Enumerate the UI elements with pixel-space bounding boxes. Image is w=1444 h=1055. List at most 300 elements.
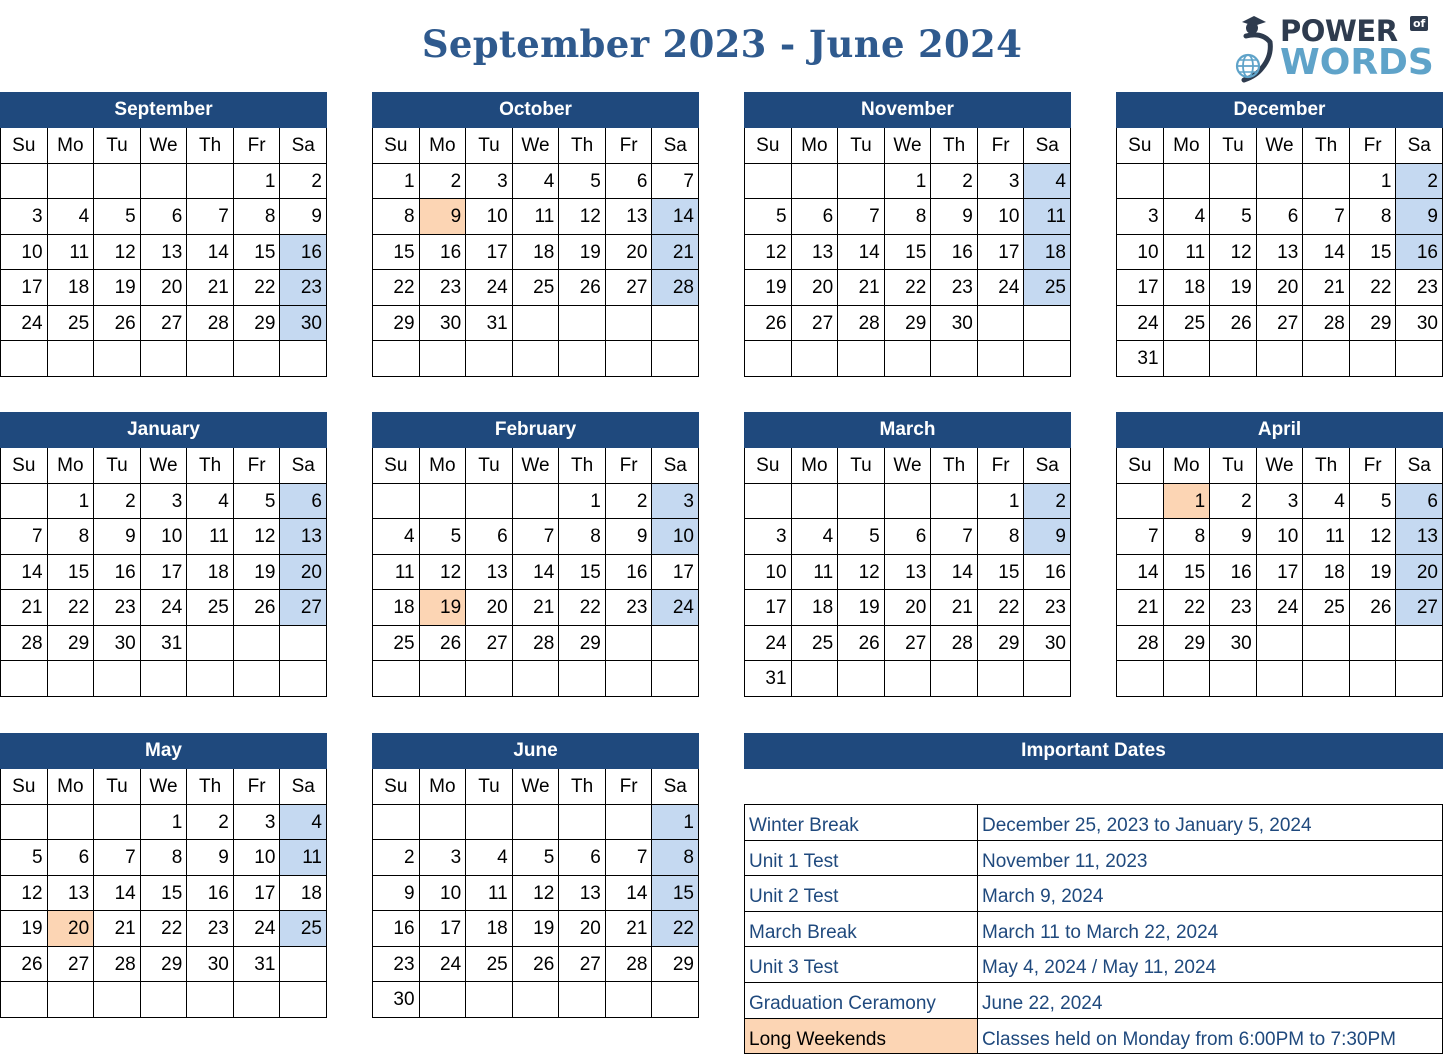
month-june [372,733,699,1018]
day-cell: 14 [94,876,141,912]
day-cell: 1 [559,484,606,520]
day-cell: 9 [1210,519,1257,555]
day-cell: 29 [885,306,932,342]
weekday-label: We [513,769,560,805]
day-cell: 19 [1350,555,1397,591]
weekday-label: Sa [652,769,699,805]
day-cell: 1 [141,805,188,841]
day-cell: 29 [1350,306,1397,342]
day-cell: 2 [420,164,467,200]
weekday-label: We [885,128,932,164]
empty-cell [1396,341,1443,377]
empty-cell [885,661,932,697]
day-cell: 13 [885,555,932,591]
day-cell: 18 [1303,555,1350,591]
weekday-label: Mo [1164,128,1211,164]
day-cell: 21 [1303,270,1350,306]
day-cell: 6 [1257,199,1304,235]
weekday-label: Tu [838,128,885,164]
empty-cell [1117,164,1164,200]
empty-cell [420,982,467,1018]
weekday-label: Su [745,128,792,164]
day-cell: 13 [1396,519,1443,555]
day-cell: 5 [559,164,606,200]
empty-cell [94,982,141,1018]
day-cell: 3 [1257,484,1304,520]
day-cell: 4 [373,519,420,555]
empty-cell [1024,661,1071,697]
day-cell: 30 [187,947,234,983]
day-cell: 28 [513,626,560,662]
day-cell: 2 [1210,484,1257,520]
day-cell: 30 [280,306,327,342]
empty-cell [48,805,95,841]
day-cell: 28 [1303,306,1350,342]
important-date-row [745,841,1443,877]
day-cell: 2 [94,484,141,520]
day-cell: 26 [838,626,885,662]
weekday-label: Th [187,448,234,484]
event-label: Unit 3 Test [745,947,978,983]
day-cell: 27 [466,626,513,662]
day-cell: 16 [931,235,978,271]
empty-cell [1210,661,1257,697]
important-date-row [745,947,1443,983]
weekday-label: Su [1,769,48,805]
day-cell: 22 [652,911,699,947]
empty-cell [280,661,327,697]
day-cell: 26 [513,947,560,983]
empty-cell [420,661,467,697]
day-cell: 17 [420,911,467,947]
day-cell: 4 [466,840,513,876]
month-header: April [1116,412,1443,448]
empty-cell [1,164,48,200]
day-cell: 17 [745,590,792,626]
day-cell: 28 [838,306,885,342]
day-cell: 11 [1024,199,1071,235]
day-cell: 6 [466,519,513,555]
weekday-label: Su [373,448,420,484]
weekday-label: Tu [94,769,141,805]
weekday-label: Sa [280,769,327,805]
day-cell: 9 [1396,199,1443,235]
day-cell: 8 [652,840,699,876]
month-may [0,733,327,1018]
weekday-label: Fr [234,128,281,164]
weekday-label: Fr [234,448,281,484]
day-cell: 24 [1257,590,1304,626]
empty-cell [559,982,606,1018]
day-cell: 23 [420,270,467,306]
day-cell: 21 [187,270,234,306]
empty-cell [559,306,606,342]
day-cell: 15 [373,235,420,271]
important-date-row [745,876,1443,912]
day-cell: 11 [513,199,560,235]
day-cell: 21 [513,590,560,626]
day-cell: 14 [931,555,978,591]
day-cell: 29 [559,626,606,662]
empty-cell [94,164,141,200]
day-cell: 18 [48,270,95,306]
month-grid [744,128,1071,377]
weekday-label: We [141,448,188,484]
day-cell: 29 [48,626,95,662]
day-cell: 16 [94,555,141,591]
empty-cell [373,341,420,377]
weekday-label: Sa [1396,128,1443,164]
day-cell: 24 [652,590,699,626]
day-cell: 14 [652,199,699,235]
day-cell: 12 [1210,235,1257,271]
weekday-label: We [513,128,560,164]
day-cell: 31 [745,661,792,697]
empty-cell [978,341,1025,377]
weekday-label: Th [187,769,234,805]
day-cell: 24 [1117,306,1164,342]
day-cell: 12 [1350,519,1397,555]
empty-cell [373,484,420,520]
event-label: Winter Break [745,805,978,841]
empty-cell [1210,164,1257,200]
day-cell: 18 [373,590,420,626]
day-cell: 22 [885,270,932,306]
day-cell: 6 [1396,484,1443,520]
weekday-label: Sa [652,448,699,484]
day-cell: 7 [931,519,978,555]
month-grid [744,448,1071,697]
day-cell: 25 [1303,590,1350,626]
event-label: Unit 2 Test [745,876,978,912]
day-cell: 15 [652,876,699,912]
weekday-label: Tu [838,448,885,484]
day-cell: 22 [373,270,420,306]
day-cell: 24 [141,590,188,626]
day-cell: 18 [792,590,839,626]
day-cell: 18 [466,911,513,947]
day-cell: 31 [466,306,513,342]
day-cell: 19 [513,911,560,947]
day-cell: 3 [1117,199,1164,235]
weekday-label: Mo [1164,448,1211,484]
day-cell: 11 [466,876,513,912]
day-cell: 10 [745,555,792,591]
weekday-label: Su [1,128,48,164]
day-cell: 11 [280,840,327,876]
empty-cell [838,341,885,377]
day-cell: 6 [141,199,188,235]
empty-cell [606,341,653,377]
day-cell: 28 [94,947,141,983]
day-cell: 2 [1396,164,1443,200]
day-cell: 19 [838,590,885,626]
day-cell: 9 [187,840,234,876]
important-date-row [745,983,1443,1019]
empty-cell [652,626,699,662]
day-cell: 26 [1210,306,1257,342]
weekday-label: We [1257,128,1304,164]
empty-cell [1164,164,1211,200]
empty-cell [513,805,560,841]
logo-text-power: POWER [1280,14,1398,48]
day-cell: 4 [48,199,95,235]
day-cell: 1 [234,164,281,200]
day-cell: 9 [373,876,420,912]
empty-cell [48,341,95,377]
day-cell: 23 [606,590,653,626]
weekday-label: Sa [652,128,699,164]
weekday-label: Mo [792,128,839,164]
day-cell: 26 [1,947,48,983]
day-cell: 26 [745,306,792,342]
empty-cell [1303,661,1350,697]
weekday-label: Sa [280,128,327,164]
day-cell: 16 [420,235,467,271]
empty-cell [1396,626,1443,662]
day-cell: 14 [1,555,48,591]
weekday-label: Fr [234,769,281,805]
weekday-label: Th [559,128,606,164]
empty-cell [234,341,281,377]
empty-cell [606,805,653,841]
day-cell: 13 [48,876,95,912]
day-cell: 25 [466,947,513,983]
day-cell: 2 [373,840,420,876]
weekday-label: Tu [466,448,513,484]
empty-cell [792,661,839,697]
month-december [1116,92,1443,377]
empty-cell [885,484,932,520]
day-cell: 24 [745,626,792,662]
day-cell: 16 [187,876,234,912]
empty-cell [1,661,48,697]
empty-cell [652,341,699,377]
empty-cell [513,982,560,1018]
empty-cell [652,661,699,697]
weekday-label: Tu [466,769,513,805]
empty-cell [1303,164,1350,200]
day-cell: 5 [513,840,560,876]
event-date: June 22, 2024 [978,983,1443,1019]
weekday-label: Mo [420,128,467,164]
day-cell: 7 [1303,199,1350,235]
important-date-row [745,912,1443,948]
empty-cell [234,626,281,662]
day-cell: 9 [606,519,653,555]
empty-cell [1,805,48,841]
day-cell: 20 [1396,555,1443,591]
day-cell: 25 [1024,270,1071,306]
day-cell: 25 [1164,306,1211,342]
month-grid [372,769,699,1018]
day-cell: 21 [94,911,141,947]
day-cell: 18 [513,235,560,271]
month-october [372,92,699,377]
event-date: November 11, 2023 [978,841,1443,877]
day-cell: 21 [606,911,653,947]
event-label: Unit 1 Test [745,841,978,877]
weekday-label: Su [1117,448,1164,484]
day-cell: 22 [234,270,281,306]
weekday-label: Su [373,128,420,164]
month-november [744,92,1071,377]
empty-cell [466,982,513,1018]
month-grid [1116,448,1443,697]
day-cell: 12 [838,555,885,591]
day-cell: 4 [1024,164,1071,200]
day-cell: 10 [420,876,467,912]
empty-cell [559,341,606,377]
empty-cell [652,982,699,1018]
weekday-label: Th [1303,128,1350,164]
day-cell: 28 [1117,626,1164,662]
day-cell: 12 [745,235,792,271]
day-cell: 28 [187,306,234,342]
day-cell: 10 [1257,519,1304,555]
empty-cell [652,306,699,342]
page-title: September 2023 - June 2024 [421,22,1023,66]
day-cell: 29 [234,306,281,342]
day-cell: 25 [280,911,327,947]
day-cell: 1 [978,484,1025,520]
day-cell: 17 [466,235,513,271]
day-cell: 26 [1350,590,1397,626]
day-cell: 30 [94,626,141,662]
month-header: March [744,412,1071,448]
day-cell: 27 [48,947,95,983]
day-cell: 13 [792,235,839,271]
empty-cell [420,805,467,841]
weekday-label: We [1257,448,1304,484]
day-cell: 30 [373,982,420,1018]
day-cell: 5 [94,199,141,235]
empty-cell [280,341,327,377]
month-header: November [744,92,1071,128]
weekday-label: Sa [1024,128,1071,164]
day-cell: 11 [792,555,839,591]
empty-cell [606,661,653,697]
day-cell: 1 [652,805,699,841]
day-cell: 2 [187,805,234,841]
empty-cell [1117,484,1164,520]
day-cell: 22 [141,911,188,947]
day-cell: 7 [838,199,885,235]
event-date: Classes held on Monday from 6:00PM to 7:30PM [978,1019,1443,1055]
empty-cell [1164,341,1211,377]
day-cell: 24 [234,911,281,947]
day-cell: 17 [1,270,48,306]
day-cell: 12 [513,876,560,912]
day-cell: 18 [1024,235,1071,271]
month-grid [372,448,699,697]
empty-cell [466,341,513,377]
weekday-label: Su [1,448,48,484]
day-cell: 4 [280,805,327,841]
day-cell: 26 [234,590,281,626]
weekday-label: Th [187,128,234,164]
weekday-label: Tu [466,128,513,164]
day-cell: 3 [420,840,467,876]
day-cell: 29 [141,947,188,983]
empty-cell [745,484,792,520]
day-cell: 9 [280,199,327,235]
month-header: September [0,92,327,128]
empty-cell [373,661,420,697]
event-label: Long Weekends [745,1019,978,1055]
empty-cell [792,341,839,377]
day-cell: 23 [1024,590,1071,626]
empty-cell [513,661,560,697]
day-cell: 16 [373,911,420,947]
day-cell: 31 [234,947,281,983]
empty-cell [94,341,141,377]
empty-cell [1024,341,1071,377]
weekday-label: Th [931,128,978,164]
empty-cell [187,164,234,200]
day-cell: 27 [606,270,653,306]
day-cell: 16 [606,555,653,591]
day-cell: 5 [745,199,792,235]
day-cell: 8 [885,199,932,235]
day-cell: 12 [234,519,281,555]
weekday-label: Tu [94,128,141,164]
weekday-label: Mo [792,448,839,484]
day-cell: 23 [187,911,234,947]
empty-cell [1257,341,1304,377]
weekday-label: Tu [1210,448,1257,484]
day-cell: 19 [420,590,467,626]
event-date: December 25, 2023 to January 5, 2024 [978,805,1443,841]
empty-cell [931,661,978,697]
day-cell: 23 [373,947,420,983]
weekday-label: Mo [48,128,95,164]
day-cell: 7 [1117,519,1164,555]
day-cell: 7 [513,519,560,555]
weekday-label: Su [1117,128,1164,164]
day-cell: 13 [1257,235,1304,271]
empty-cell [838,484,885,520]
day-cell: 25 [373,626,420,662]
day-cell: 31 [141,626,188,662]
day-cell: 26 [420,626,467,662]
day-cell: 20 [559,911,606,947]
month-grid [1116,128,1443,377]
day-cell: 31 [1117,341,1164,377]
empty-cell [1,982,48,1018]
important-date-row [745,805,1443,841]
weekday-label: Mo [48,769,95,805]
empty-cell [513,306,560,342]
day-cell: 10 [466,199,513,235]
empty-cell [1164,661,1211,697]
empty-cell [1,341,48,377]
day-cell: 20 [885,590,932,626]
day-cell: 4 [513,164,560,200]
day-cell: 12 [559,199,606,235]
day-cell: 16 [280,235,327,271]
day-cell: 26 [559,270,606,306]
empty-cell [513,484,560,520]
day-cell: 10 [652,519,699,555]
day-cell: 12 [420,555,467,591]
day-cell: 19 [559,235,606,271]
day-cell: 7 [94,840,141,876]
day-cell: 9 [94,519,141,555]
day-cell: 17 [1117,270,1164,306]
day-cell: 8 [48,519,95,555]
event-date: March 9, 2024 [978,876,1443,912]
